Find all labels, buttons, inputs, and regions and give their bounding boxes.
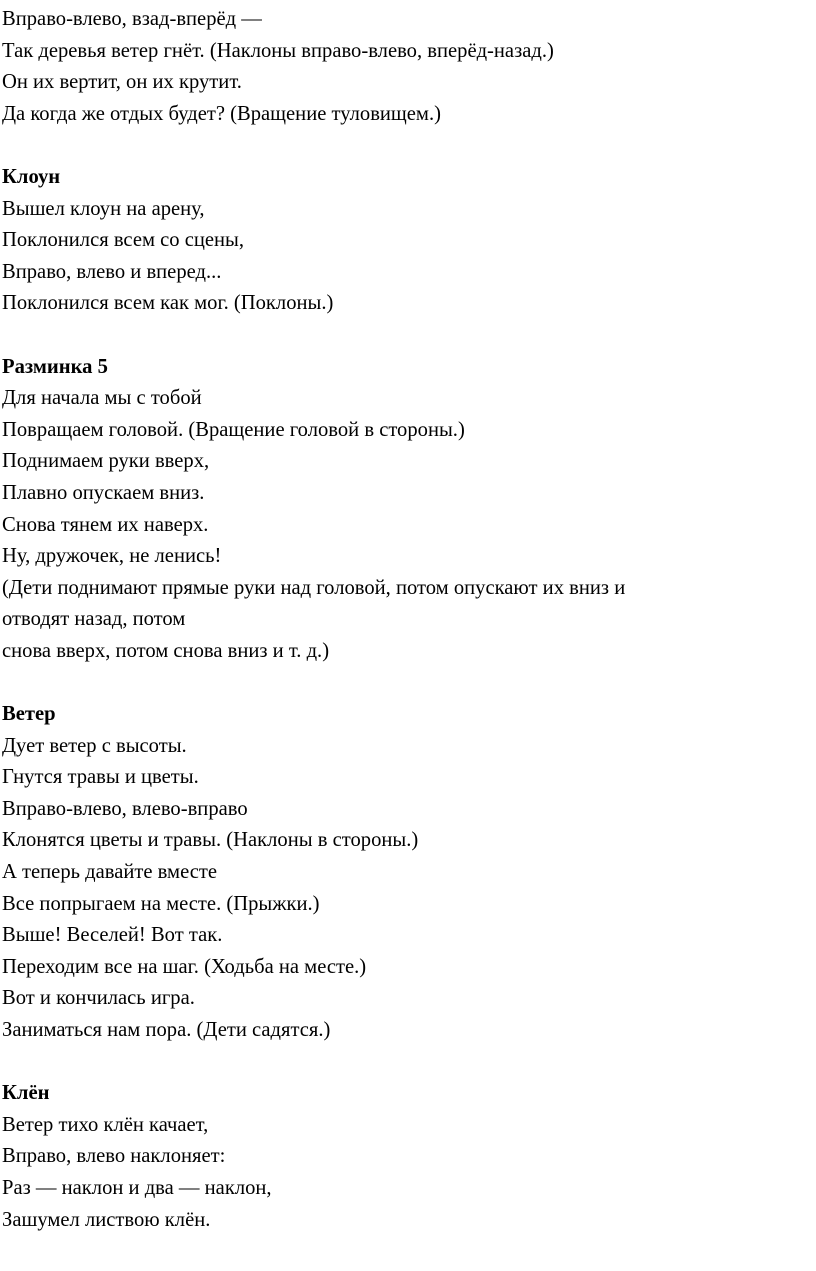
poem-line: Поднимаем руки вверх, [2,450,210,473]
spacer [2,130,816,162]
poem-line: Ветер тихо клён качает, [2,1113,209,1136]
instruction-line: (Дети поднимают прямые руки над головой, потом опускают их вниз и [2,576,626,599]
poem-line: Заниматься нам пора. (Дети садятся.) [2,1019,331,1041]
poem-line: Он их вертит, он их крутит. [2,71,242,94]
section-wind [2,699,816,1047]
poem-line: Повращаем головой. (Вращение головой в стороны.) [2,418,465,441]
poem-line: Снова тянем их наверх. [2,513,209,536]
intro-stanza [2,4,816,130]
poem-line: Вышел клоун на арену, [2,197,205,220]
poem-line: Выше! Веселей! Вот так. [2,924,223,947]
spacer [2,667,816,699]
instruction-line: снова вверх, потом снова вниз и т. д.) [2,639,330,662]
poem-line: Поклонился всем со сцены, [2,229,245,252]
poem-line: Зашумел листвою клён. [2,1208,211,1231]
instruction-line: отводят назад, потом [2,608,186,631]
poem-line: Клонятся цветы и травы. (Наклоны в стороны.) [2,829,419,852]
spacer [2,320,816,352]
poem-line: Вот и кончилась игра. [2,987,195,1010]
poem-line: Вправо-влево, взад-вперёд — [2,8,262,30]
poem-line: Ну, дружочек, не ленись! [2,545,222,568]
section-maple [2,1078,816,1236]
poem-line: Дует ветер с высоты. [2,734,187,757]
poem-line: Так деревья ветер гнёт. (Наклоны вправо-влево, вперёд-назад.) [2,39,554,62]
poem-line: А теперь давайте вместе [2,861,218,884]
poem-line: Вправо-влево, влево-вправо [2,797,248,820]
poem-line: Поклонился всем как мог. (Поклоны.) [2,292,334,315]
poem-line: Раз — наклон и два — наклон, [2,1176,272,1199]
poem-line: Да когда же отдых будет? (Вращение туловищем.) [2,102,441,125]
section-title: Ветер [2,703,56,726]
poem-line: Все попрыгаем на месте. (Прыжки.) [2,892,320,915]
section-title: Клоун [2,165,61,188]
poem-line: Вправо, влево и вперед... [2,260,222,283]
poem-line: Переходим все на шаг. (Ходьба на месте.) [2,955,367,978]
poem-line: Гнутся травы и цветы. [2,766,199,789]
poem-line: Вправо, влево наклоняет: [2,1145,226,1168]
spacer [2,1047,816,1079]
poem-line: Плавно опускаем вниз. [2,481,205,504]
section-title: Разминка 5 [2,355,108,378]
section-clown [2,162,816,320]
section-warmup-5 [2,352,816,668]
poem-line: Для начала мы с тобой [2,387,202,410]
section-title: Клён [2,1082,50,1105]
